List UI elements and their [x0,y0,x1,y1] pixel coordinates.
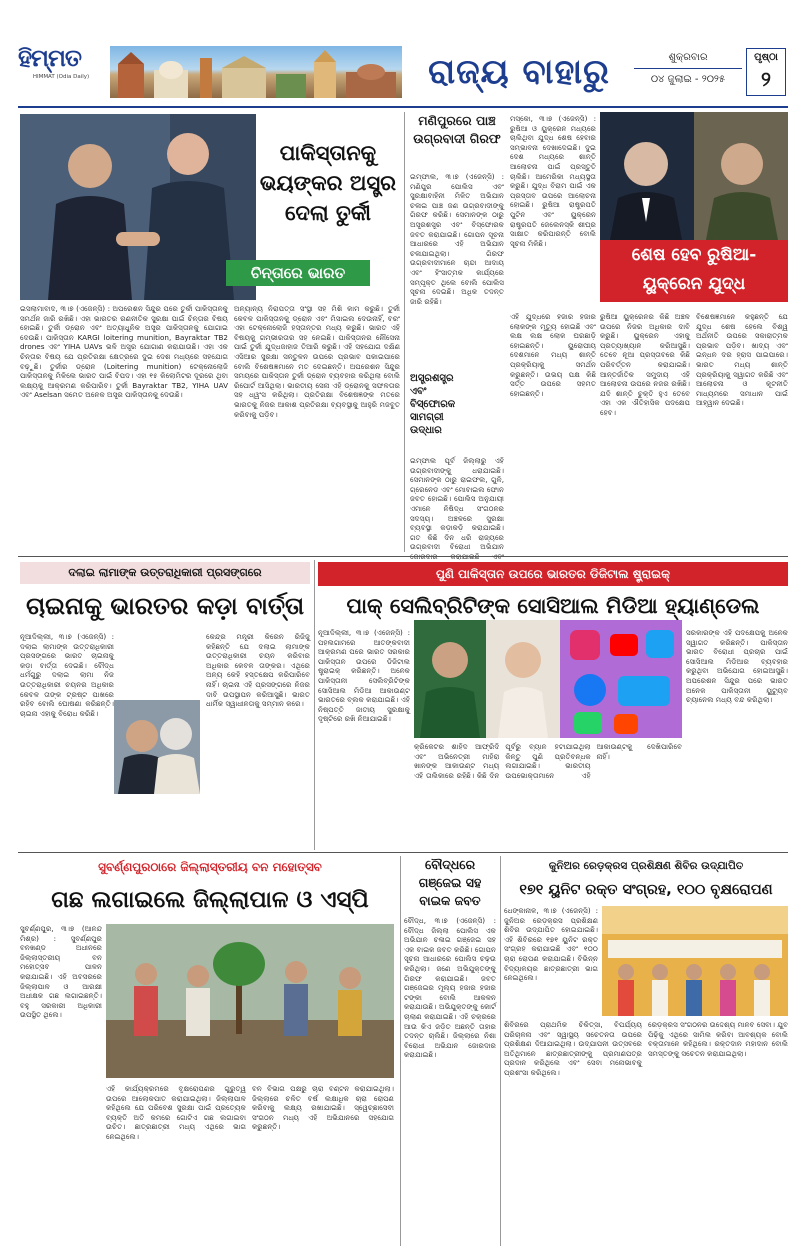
russia-headline-line1: ଶେଷ ହେବ ରୁଷିଆ- [631,245,757,265]
ganja-body: ବୌଦ୍ଧ, ୩।୭ (ଏଜେନ୍ସି) : ବୌଦ୍ଧ ଜିଲ୍ଲା ପୋଲିସ ଏକ ଅଭିଯାନ ଚଳାଇ ଗଞ୍ଜେଇ ସହ ଏକ ବାଇକ ଜବତ କରିଛି। ଗୋପନ ସୂଚନା ଆଧାରରେ ପୋଲିସ ଚଢ଼ଉ କରିଥିଲା। ଜଣେ ଅଭିଯୁକ୍ତଙ୍କୁ ଗିରଫ କରାଯାଇଛି। ଜବତ ଗଞ୍ଜେଇର ମୂଲ୍ୟ ହଜାର ହଜାର ଟଙ୍କା ବୋଲି ଆକଳନ କରାଯାଉଛି। ଅଭିଯୁକ୍ତଙ୍କୁ କୋର୍ଟ ଚାଲାଣ କରାଯାଇଛି। ଏହି ଚକ୍ରରେ ଆଉ କିଏ ଜଡ଼ିତ ଅଛନ୍ତି ତାହାର ତଦନ୍ତ ଚାଲିଛି। ଜିଲ୍ଲାରେ ନିଶା ବିରୋଧୀ ଅଭିଯାନ ଜୋରଦାର କରାଯାଇଛି। [404,916,496,1060]
russia-headline-line2: ୟୁକ୍ରେନ ଯୁଦ୍ଧ [642,274,746,294]
russia-body-col1: ମସ୍କୋ, ୩।୭ (ଏଜେନ୍ସି) : ରୁଷିଆ ଓ ୟୁକ୍ରେନ ମଧ୍ୟରେ ଚାଲିଥିବା ଯୁଦ୍ଧ ଶେଷ ହେବାର ସମ୍ଭାବନା ଦେଖାଦେଇଛି। ଦୁଇ ଦେଶ ମଧ୍ୟରେ ଶାନ୍ତି ଆଲୋଚନା ପାଇଁ ପ୍ରସ୍ତୁତି ଚାଲିଛି। ଆମେରିକା ମଧ୍ୟସ୍ଥତା କରୁଛି। ଯୁଦ୍ଧ ବିରାମ ପାଇଁ ଏକ ପ୍ରସ୍ତାବ ଉପରେ ଆଲୋଚନା ହୋଇଛି। ରୁଷିଆ ରାଷ୍ଟ୍ରପତି ପୁଟିନ ଏବଂ ୟୁକ୍ରେନ ରାଷ୍ଟ୍ରପତି ଜେଲେନସ୍କି ଶୀଘ୍ର ସାକ୍ଷାତ କରିପାରନ୍ତି ବୋଲି ସୂଚନା ମିଳିଛି। [510,114,596,248]
page-number: ୨ [761,67,771,91]
russia-body-col3: ରୁଷିଆ ୟୁକ୍ରେନର କିଛି ଅଞ୍ଚଳ ଉପରେ ନିଜର ଅଧିକାର ଦାବି କରୁଛି। ୟୁକ୍ରେନ ଏହାକୁ ପ୍ରତ୍ୟାଖ୍ୟାନ କରିଆସୁଛି। ତେବେ ନୂଆ ପ୍ରସ୍ତାବରେ କିଛି ପରିବର୍ତ୍ତନ କରାଯାଇଛି। ଆନ୍ତର୍ଜାତିକ ସମୁଦାୟ ଏହି ଆଲୋଚନା ଉପରେ ନଜର ରଖିଛି। ଯଦି ଶାନ୍ତି ଚୁକ୍ତି ହୁଏ ତେବେ ଏହା ଏକ ଐତିହାସିକ ପଦକ୍ଷେପ ହେବ। [600,312,690,417]
forest-headline: ଗଛ ଲଗାଇଲେ ଜିଲ୍ଲାପାଳ ଓ ଏସ୍‌ପି [51,887,369,913]
weekday: ଶୁକ୍ରବାର [634,48,742,69]
russia-headline-band [600,240,788,302]
turkey-headline-line2: ଭୟଙ୍କର ଅସ୍ତ୍ର [259,171,397,195]
celebrities-social-illustration [414,620,682,738]
turkey-kicker-band [226,260,370,286]
section-divider [18,556,788,557]
blood-body-col3: ରେଡ଼କ୍ରସ ସଂଗଠନର ଉଦ୍ଦେଶ୍ୟ ମାନବ ସେବା। ଯୁବ ପିଢ଼ିକୁ ଏଥିରେ ସାମିଲ କରିବା ଆବଶ୍ୟକ ବୋଲି ବକ୍ତାମାନେ କହିଥିଲେ। ରକ୍ତଦାନ ମହାଦାନ ବୋଲି ସମସ୍ତଙ୍କୁ ସଚେତନ କରାଯାଇଥିଲା। [648,1020,788,1058]
forest-body-col2: ଏହି କାର୍ଯ୍ୟକ୍ରମରେ ବୃକ୍ଷରୋପଣର ଗୁରୁତ୍ୱ ଉପରେ ଆଲୋକପାତ କରାଯାଇଥିଲା। ଜିଲ୍ଲାପାଳ କହିଥିଲେ ଯେ ପରିବେଶ ସୁରକ୍ଷା ପାଇଁ ପ୍ରତ୍ୟେକ ବ୍ୟକ୍ତି ଅତି କମରେ ଗୋଟିଏ ଗଛ ଲଗାଇବା ଉଚିତ। ଛାତ୍ରଛାତ୍ରୀ ମଧ୍ୟ ଏଥିରେ ଭାଗ ନେଇଥିଲେ। [106,1084,246,1141]
manipur-body: ଇମ୍ଫାଲ, ୩।୭ (ଏଜେନ୍ସି) : ମଣିପୁର ପୋଲିସ ଏବଂ ସୁରକ୍ଷାବାହିନୀ ମିଳିତ ଅଭିଯାନ ଚଳାଇ ପାଞ୍ଚ ଜଣ ଉଗ୍ରବାଦୀଙ୍କୁ ଗିରଫ କରିଛି। ସେମାନଙ୍କ ଠାରୁ ଅସ୍ତ୍ରଶସ୍ତ୍ର ଏବଂ ବିସ୍ଫୋରକ ଜବତ କରାଯାଇଛି। ଗୋପନ ସୂଚନା ଆଧାରରେ ଏହି ଅଭିଯାନ ଚଳାଯାଇଥିଲା। ଗିରଫ ଉଗ୍ରବାଦୀମାନେ ଚାନ୍ଦା ଆଦାୟ ଏବଂ ହିଂସାତ୍ମକ କାର୍ଯ୍ୟରେ ସମ୍ପୃକ୍ତ ଥିଲେ ବୋଲି ପୋଲିସ ସୂଚନା ଦେଇଛି। ଅଧିକ ତଦନ୍ତ ଜାରି ରହିଛି। [410,172,504,306]
digital-body-col1: ନୂଆଦିଲ୍ଲୀ, ୩।୭ (ଏଜେନ୍ସି) : ପହଲଗାମରେ ଆତଙ୍କବାଦୀ ଆକ୍ରମଣ ପରେ ଭାରତ ସରକାର ପାକିସ୍ତାନ ଉପରେ ଡିଜିଟାଲ ଷ୍ଟ୍ରାଇକ୍ କରିଛନ୍ତି। ଅନେକ ପାକିସ୍ତାନୀ ସେଲିବ୍ରିଟିଙ୍କ ସୋସିଆଲ ମିଡିଆ ଆକାଉଣ୍ଟ ଭାରତରେ ବ୍ଲକ କରାଯାଇଛି। ଏହି ନିଷ୍ପତ୍ତି ଜାତୀୟ ସୁରକ୍ଷାକୁ ଦୃଷ୍ଟିରେ ରଖି ନିଆଯାଇଛି। [318,628,410,724]
ganja-headline: ବୌଦ୍ଧରେ ଗଞ୍ଜେଇ ସହ ବାଇକ ଜବତ [418,857,482,908]
digital-body-col3: ସରକାରଙ୍କ ଏହି ପଦକ୍ଷେପକୁ ଅନେକ ସ୍ୱାଗତ କରିଛନ୍ତି। ପାକିସ୍ତାନ ଭାରତ ବିରୋଧୀ ପ୍ରଚାର ପାଇଁ ସୋସିଆଲ ମିଡିଆର ବ୍ୟବହାର କରୁଥିବା ଅଭିଯୋଗ ହୋଇଆସୁଛି। ଅପରେଶନ ସିନ୍ଦୁର ପରେ ଭାରତ ଅନେକ ପାକିସ୍ତାନୀ ୟୁଟ୍ୟୁବ ଚ୍ୟାନେଲ ମଧ୍ୟ ବନ୍ଦ କରିଥିଲା। [686,628,788,705]
page-label: ପୃଷ୍ଠା [754,52,778,63]
blood-kicker [504,856,788,876]
column-divider-2 [314,560,315,850]
manipur-headline: ମଣିପୁରରେ ପାଞ୍ଚ ଉଗ୍ରବାଦୀ ଗିରଫ [413,113,501,146]
turkey-headline-line3: ଦେଲା ତୁର୍କୀ [285,201,371,225]
handshake-illustration [20,114,256,300]
digital-kicker-text: ପୁଣି ପାକିସ୍ତାନ ଉପରେ ଭାରତର ଡିଜିଟାଲ ଷ୍ଟ୍ରାଇକ୍ [435,567,671,581]
forest-body-col3: ବନ ବିଭାଗ ପକ୍ଷରୁ ଚାରା ବଣ୍ଟନ କରାଯାଇଥିଲା। ଜିଲ୍ଲାରେ ଚଳିତ ବର୍ଷ ଲକ୍ଷାଧିକ ଚାରା ରୋପଣ କରିବାକୁ ଲକ୍ଷ୍ୟ ରଖାଯାଇଛି। ସ୍ୱେଚ୍ଛାସେବୀ ସଂଗଠନ ମଧ୍ୟ ଏହି ଅଭିଯାନରେ ସହଯୋଗ କରୁଛନ୍ତି। [252,1084,394,1132]
blood-headline: ୧୭୧ ୟୁନିଟ ରକ୍ତ ସଂଗ୍ରହ, ୧୦୦ ବୃକ୍ଷରୋପଣ [519,882,773,898]
masthead [18,38,788,104]
masthead-banner-image [110,46,402,98]
date-text: ୦୪ ଜୁଲାଇ - ୨୦୨୫ [650,74,726,85]
logo-subtext: HIMMAT (Odia Daily) [32,74,90,80]
manipur-subhead: ଅସ୍ତ୍ରଶସ୍ତ୍ର ଏବଂ ବିସ୍ଫୋରକ ସାମଗ୍ରୀ ଉଦ୍ଧାର [410,373,456,436]
digital-body-col2: କ୍ରିକେଟର ଶାହିଦ ଆଫ୍ରିଦି ଏବଂ ଅଭିନେତ୍ରୀ ମାହିରା ଖାନଙ୍କ ଆକାଉଣ୍ଟ ମଧ୍ୟ ଏହି ତାଲିକାରେ ରହିଛି। କିଛି ଦିନ ପୂର୍ବରୁ ବ୍ୟାନ ହଟାଯାଇଥିଲା କିନ୍ତୁ ପୁଣି ପ୍ରତିବନ୍ଧକ ଲଗାଯାଇଛି। ଭାରତୀୟ ଉପଭୋକ୍ତାମାନେ ଏହି ଆକାଉଣ୍ଟକୁ ଦେଖିପାରିବେ ନାହିଁ। [414,742,682,780]
forest-kicker-text: ସୁବର୍ଣ୍ଣପୁରଠାରେ ଜିଲ୍ଲାସ୍ତରୀୟ ବନ ମହୋତ୍ସବ [98,860,322,874]
monuments-illustration [110,46,402,98]
russia-body-col2: ଏହି ଯୁଦ୍ଧରେ ହଜାର ହଜାର ଲୋକଙ୍କ ମୃତ୍ୟୁ ହୋଇଛି ଏବଂ ଲକ୍ଷ ଲକ୍ଷ ଲୋକ ଘରଛାଡ଼ି ହୋଇଛନ୍ତି। ୟୁରୋପୀୟ ଦେଶମାନେ ମଧ୍ୟ ଶାନ୍ତି ପ୍ରକ୍ରିୟାକୁ ସମର୍ଥନ କରୁଛନ୍ତି। ଉଭୟ ପକ୍ଷ କିଛି ସର୍ତ୍ତ ଉପରେ ସହମତ ହୋଇଛନ୍ତି। [510,312,596,398]
forest-body-col1: ସୁବର୍ଣ୍ଣପୁର, ୩।୭ (ଆନନ୍ଦ ମିଶ୍ର) : ସୁବର୍ଣ୍ଣପୁର ବନଖଣ୍ଡ ଅଧୀନରେ ଜିଲ୍ଲାସ୍ତରୀୟ ବନ ମହୋତ୍ସବ ପାଳନ କରାଯାଇଛି। ଏହି ଅବସରରେ ଜିଲ୍ଲାପାଳ ଓ ଆରକ୍ଷୀ ଅଧୀକ୍ଷକ ଗଛ ଲଗାଇଛନ୍ତି। ବହୁ ସରକାରୀ ଅଧିକାରୀ ଉପସ୍ଥିତ ଥିଲେ। [20,924,102,1020]
section-divider-2 [18,852,788,853]
column-divider [404,112,405,552]
turkey-leaders-photo [20,114,256,300]
column-divider-3 [400,856,401,1246]
blood-body-col1: ଧେଙ୍କାନାଳ, ୩।୭ (ଏଜେନ୍ସି) : ଜୁନିଅର ରେଡ଼କ୍ରସ ପ୍ରଶିକ୍ଷଣ ଶିବିର ଉଦ୍‌ଯାପିତ ହୋଇଯାଇଛି। ଏହି ଶିବିରରେ ୧୭୧ ୟୁନିଟ ରକ୍ତ ସଂଗ୍ରହ କରାଯାଇଛି ଏବଂ ୧୦୦ ଚାରା ରୋପଣ କରାଯାଇଛି। ବିଭିନ୍ନ ବିଦ୍ୟାଳୟର ଛାତ୍ରଛାତ୍ରୀ ଭାଗ ନେଇଥିଲେ। [504,906,598,983]
digital-headline: ପାକ୍ ସେଲିବ୍ରିଟିଙ୍କ ସୋସିଆଲ ମିଡିଆ ହ୍ୟାଣ୍ଡେଲ [346,594,760,618]
digital-kicker [318,562,788,586]
date-box [634,48,742,96]
blood-body-col2: ଶିବିରରେ ପ୍ରାଥମିକ ଚିକିତ୍ସା, ବିପର୍ଯ୍ୟୟ ପରିଚାଳନା ଏବଂ ସ୍ୱାସ୍ଥ୍ୟ ସଚେତନତା ଉପରେ ପ୍ରଶିକ୍ଷଣ ଦିଆଯାଇଥିଲା। ଉଦ୍‌ଯାପନୀ ଉତ୍ସବରେ ଅତିଥିମାନେ ଛାତ୍ରଛାତ୍ରୀଙ୍କୁ ପ୍ରମାଣପତ୍ର ପ୍ରଦାନ କରିଥିଲେ ଏବଂ ସେବା ମନୋଭାବକୁ ପ୍ରଶଂସା କରିଥିଲେ। [504,1020,642,1077]
tree-planting-photo [106,924,394,1078]
china-body-col1: ନୂଆଦିଲ୍ଲୀ, ୩।୭ (ଏଜେନ୍ସି) : ଦଲାଇ ଲାମାଙ୍କ ଉତ୍ତରାଧିକାରୀ ପ୍ରସଙ୍ଗରେ ଭାରତ ଚାଇନାକୁ କଡ଼ା ବାର୍ତ୍ତା ଦେଇଛି। ବୌଦ୍ଧ ଧର୍ମଗୁରୁ ଦଲାଇ ଲାମା ନିଜ ଉତ୍ତରାଧିକାରୀ ଚୟନର ଅଧିକାର କେବଳ ତାଙ୍କ ଟ୍ରଷ୍ଟ ପାଖରେ ରହିବ ବୋଲି ଘୋଷଣା କରିଛନ୍ତି। ଚାଇନା ଏହାକୁ ବିରୋଧ କରିଛି। [20,632,114,718]
turkey-kicker: ଚିନ୍ତାରେ ଭାରତ [250,264,346,282]
manipur-body-2: ଇମ୍ଫାଲ ପୂର୍ବ ଜିଲ୍ଲାରୁ ଏହି ଉଗ୍ରବାଦୀଙ୍କୁ ଧରାଯାଇଛି। ସେମାନଙ୍କ ଠାରୁ ରାଇଫଲ, ଗୁଳି, ଗ୍ରେନେଡ ଏବଂ ମୋବାଇଲ ଫୋନ ଜବତ ହୋଇଛି। ପୋଲିସ ଅନୁଯାୟୀ ଏମାନେ ନିଷିଦ୍ଧ ସଂଗଠନର ସଦସ୍ୟ। ଅଞ୍ଚଳରେ ସୁରକ୍ଷା ବ୍ୟବସ୍ଥା କଡ଼ାକଡ଼ି କରାଯାଇଛି। ଗତ କିଛି ଦିନ ଧରି ରାଜ୍ୟରେ ଉଗ୍ରବାଦୀ ବିରୋଧୀ ଅଭିଯାନ [410,456,504,552]
tree-planting-illustration [106,924,394,1078]
china-kicker-text: ଦଲାଇ ଲାମାଙ୍କ ଉତ୍ତରାଧିକାରୀ ପ୍ରସଙ୍ଗରେ [68,566,262,579]
redcross-camp-photo [602,906,788,1016]
china-headline: ଚାଇନାକୁ ଭାରତର କଡ଼ା ବାର୍ତ୍ତା [25,592,305,620]
celebrities-social-photo [414,620,682,738]
russia-body-col4: ବିଶେଷଜ୍ଞମାନେ କହୁଛନ୍ତି ଯେ ଯୁଦ୍ଧ ଶେଷ ହେଲେ ବିଶ୍ୱ ଅର୍ଥନୀତି ଉପରେ ସକାରାତ୍ମକ ପ୍ରଭାବ ପଡ଼ିବ। ଖାଦ୍ୟ ଏବଂ ଇନ୍ଧନ ଦର ହ୍ରାସ ପାଇପାରେ। ଭାରତ ମଧ୍ୟ ଶାନ୍ତି ପ୍ରକ୍ରିୟାକୁ ସ୍ୱାଗତ କରିଛି ଏବଂ ଆଲୋଚନା ଓ କୂଟନୀତି ମାଧ୍ୟମରେ ସମାଧାନ ପାଇଁ ଆହ୍ୱାନ ଦେଇଛି। [696,312,788,408]
china-kicker [20,562,310,584]
russia-leaders-photo [600,112,788,240]
logo-text: ହିମ୍ମତ [18,44,82,72]
leaders-portrait-illustration [114,700,200,794]
putin-zelensky-illustration [600,112,788,240]
turkey-headline-line1: ପାକିସ୍ତାନକୁ [279,141,377,165]
turkey-headline-block [258,138,398,274]
china-body-col2: କେନ୍ଦ୍ର ମନ୍ତ୍ରୀ କିରେନ ରିଜିଜୁ କହିଛନ୍ତି ଯେ ଦଲାଇ ଲାମାଙ୍କ ଉତ୍ତରାଧିକାରୀ ଚୟନ କରିବାର ଅଧିକାର କେବଳ ତାଙ୍କର। ଏଥିରେ ଅନ୍ୟ କେହି ହସ୍ତକ୍ଷେପ କରିପାରିବେ ନାହିଁ। ଚାଇନା ଏହି ପ୍ରସଙ୍ଗରେ ନିଜର ଦାବି ଉପସ୍ଥାପନ କରିଆସୁଛି। ଭାରତ ଧାର୍ମିକ ସ୍ୱାଧୀନତାକୁ ସମ୍ମାନ କରେ। [206,632,310,709]
blood-kicker-text: କୁନିଅର ରେଡ଼କ୍ରସ ପ୍ରଶିକ୍ଷଣ ଶିବିର ଉଦ୍‌ଯାପିତ [548,860,744,872]
masthead-divider [18,106,788,108]
turkey-body-col1: ଇସଲାମାବାଦ, ୩।୭ (ଏଜେନ୍ସି) : ଅପରେଶନ ସିନ୍ଦୁର ପରେ ତୁର୍କୀ ପାକିସ୍ତାନକୁ ସମର୍ଥନ ଜାରି ରଖିଛି। ଏହା ଭାରତର ରଣନୀତିକ ସୁରକ୍ଷା ପାଇଁ ଚିନ୍ତାର ବିଷୟ ହୋଇଛି। ତୁର୍କୀ ଡ୍ରୋନ ଏବଂ ଅତ୍ୟାଧୁନିକ ଅସ୍ତ୍ର ପାକିସ୍ତାନକୁ ଯୋଗାଇ ଦେଉଛି। ପାକିସ୍ତାନ KARGI loitering munition, Bayraktar TB2 drones ଏବଂ YIHA UAVs ଭଳି ଅସ୍ତ୍ର ଯୋଗାଣ କରାଯାଉଛି। ଏହା ଏକ ଚିନ୍ତାର ବିଷୟ ଯେ ପ୍ରତିରକ୍ଷା କ୍ଷେତ୍ରରେ ଦୁଇ ଦେଶ ମଧ୍ୟରେ ସହଯୋଗ ବଢ଼ୁଛି। ତୁର୍କୀର ଡ୍ରୋନ (Loitering munition) ଟେକ୍ନୋଲୋଜି ପାକିସ୍ତାନକୁ ମିଳିଲେ ଭାରତ ପାଇଁ ବିପଦ। ଏହା ୧୫ କିଲୋମିଟର ଦୂରରେ ଥିବା ଲକ୍ଷ୍ୟକୁ ଆକ୍ରମଣ କରିପାରିବ। ତୁର୍କୀ Bayraktar TB2, YIHA UAV ଏବଂ Aselsan ସମେତ ଅନେକ ଅସ୍ତ୍ର ପାକିସ୍ତାନକୁ ଦେଉଛି। [20,304,228,400]
page-number-box [746,48,786,96]
modi-xi-photo [114,700,200,794]
forest-kicker [20,856,400,878]
logo [18,44,104,98]
section-title: ରାଜ୍ୟ ବାହାରୁ [428,52,610,92]
column-divider-4 [500,856,501,1246]
redcross-camp-illustration [602,906,788,1016]
turkey-body-col2: ଅନ୍ୟାନ୍ୟ ନିରାପତ୍ତା ସଂସ୍ଥା ସହ ମିଶି କାମ କରୁଛି। ତୁର୍କୀ କେବଳ ପାକିସ୍ତାନକୁ ଡ୍ରୋନ ଏବଂ ମିସାଇଲ ଦେଉନାହିଁ, ବରଂ ଏହା ଟେକ୍ନୋଲୋଜି ହସ୍ତାନ୍ତର ମଧ୍ୟ କରୁଛି। ଭାରତ ଏହି ବିଷୟକୁ ଗମ୍ଭୀରତାର ସହ ନେଇଛି। ପାକିସ୍ତାନର ନୌସେନା ପାଇଁ ତୁର୍କୀ ଯୁଦ୍ଧଜାହାଜ ତିଆରି କରୁଛି। ଏହି ସହଯୋଗ ଦକ୍ଷିଣ ଏସିଆର ସୁରକ୍ଷା ସନ୍ତୁଳନ ଉପରେ ପ୍ରଭାବ ପକାଇପାରେ ବୋଲି ବିଶେଷଜ୍ଞମାନେ ମତ ଦେଇଛନ୍ତି। ଅପରେଶନ ସିନ୍ଦୁର ସମୟରେ ପାକିସ୍ତାନ ତୁର୍କୀ ଡ୍ରୋନ ବ୍ୟବହାର କରିଥିଲା ବୋଲି ରିପୋର୍ଟ ଆସିଥିଲା। ଭାରତୀୟ ସେନା ଏହି ଡ୍ରୋନକୁ ସଫଳତାର ସହ ଧ୍ୱଂସ କରିଥିଲା। ପ୍ରତିରକ୍ଷା ବିଶେଷଜ୍ଞଙ୍କ ମତରେ ଭାରତକୁ ନିଜର ଆକାଶ ପ୍ରତିରକ୍ଷା ବ୍ୟବସ୍ଥାକୁ ଆହୁରି ମଜବୁତ କରିବାକୁ ପଡ଼ିବ। [234,304,400,419]
